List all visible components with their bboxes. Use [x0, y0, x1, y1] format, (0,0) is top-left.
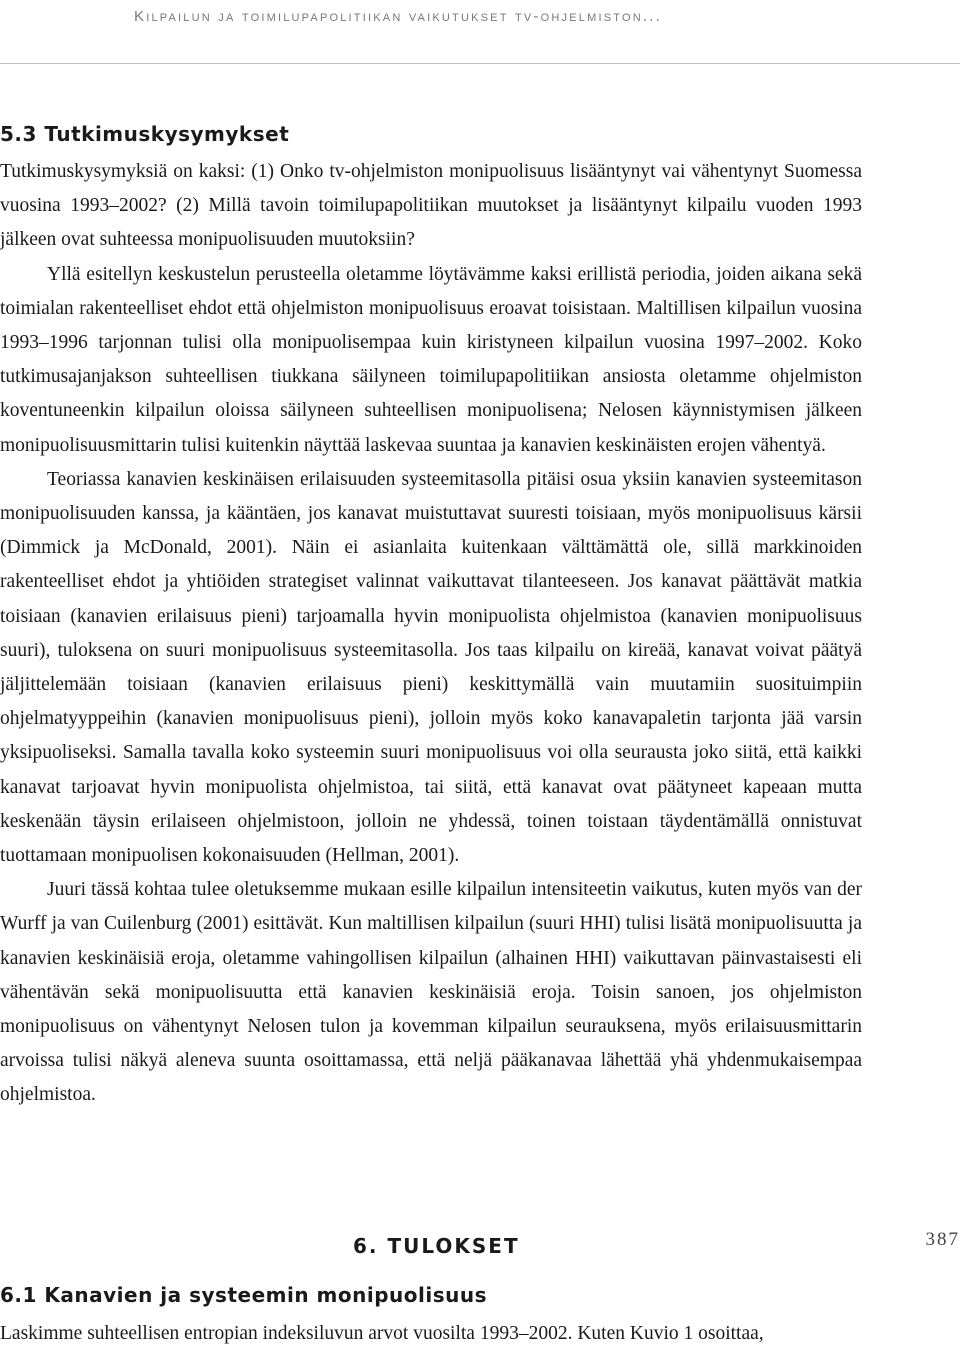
- body-text: [0, 155, 862, 1113]
- paragraph: Yllä esitellyn keskustelun perusteella oletamme löytävämme kaksi erillistä periodia, joiden aikana sekä toimialan rakenteelliset ehdot että ohjelmiston monipuolisuus eroavat toisistaan. Maltillisen kilpailun vuosina 1993–1996 tarjonnan tulisi olla monipuolisempaa kuin kiristyneen kilpailun vuosina 1997–2002. Koko tutkimusajanjakson suhteellisen tiukkana säilyneen toimilupapolitiikan ansiosta oletamme ohjelmiston koventuneenkin kilpailun oloissa säilyneen suhteellisen monipuolisena; Nelosen käynnistymisen jälkeen monipuolisuusmittarin tulisi kuitenkin näyttää laskevaa suuntaa ja kanavien keskinäisten erojen vähentyä.: [0, 258, 862, 463]
- paragraph: Juuri tässä kohtaa tulee oletuksemme mukaan esille kilpailun intensiteetin vaikutus, kuten myös van der Wurff ja van Cuilenburg (2001) esittävät. Kun maltillisen kilpailun (suuri HHI) tulisi lisätä monipuolisuutta ja kanavien keskinäisiä eroja, oletamme vahingollisen kilpailun (alhainen HHI) vaikuttavan päinvastaisesti eli vähentävän sekä monipuolisuutta että kanavien keskinäisiä eroja. Toisin sanoen, jos ohjelmiston monipuolisuus on vähentynyt Nelosen tulon ja kovemman kilpailun seurauksena, myös erilaisuusmittarin arvoissa tulisi näkyä aleneva suunta osoittamassa, että neljä pääkanavaa lähettää yhä yhdenmukaisempaa ohjelmistoa.: [0, 873, 862, 1112]
- section-heading: 5.3 Tutkimuskysymykset: [0, 122, 289, 146]
- header-rule: [0, 63, 960, 64]
- paragraph: Tutkimuskysymyksiä on kaksi: (1) Onko tv-ohjelmiston monipuolisuus lisääntynyt vai vähentynyt Suomessa vuosina 1993–2002? (2) Millä tavoin toimilupapolitiikan muutokset ja lisääntynyt kilpailu vuoden 1993 jälkeen ovat suhteessa monipuolisuuden muutoksiin?: [0, 155, 862, 258]
- paragraph: Teoriassa kanavien keskinäisen erilaisuuden systeemitasolla pitäisi osua yksiin kanavien systeemitason monipuolisuuden kanssa, ja kääntäen, jos kanavat muistuttavat suuresti toisiaan, myös monipuolisuus kärsii (Dimmick ja McDonald, 2001). Näin ei asianlaita kuitenkaan välttämättä ole, sillä markkinoiden rakenteelliset ehdot ja yhtiöiden strategiset valinnat vaikuttavat tilanteeseen. Jos kanavat päättävät matkia toisiaan (kanavien erilaisuus pieni) tarjoamalla hyvin monipuolista ohjelmistoa (kanavien monipuolisuus suuri), tuloksena on suuri monipuolisuus systeemitasolla. Jos taas kilpailu on kireää, kanavat voivat päätyä jäljittelemään toisiaan (kanavien erilaisuus pieni) keskittymällä vain muutamiin suosituimpiin ohjelmatyyppeihin (kanavien monipuolisuus pieni), jolloin myös koko kanavapaletin tarjonta jää varsin yksipuoliseksi. Samalla tavalla koko systeemin suuri monipuolisuus voi olla seurausta joko siitä, että kaikki kanavat tarjoavat hyvin monipuolista ohjelmistoa, tai siitä, että kanavat ovat päätyneet kapeaan mutta keskenään täysin erilaiseen ohjelmistoon, jolloin ne yhdessä, toinen toistaan täydentämällä onnistuvat tuottamaan monipuolisen kokonaisuuden (Hellman, 2001).: [0, 463, 862, 873]
- subsection-heading: 6.1 Kanavien ja systeemin monipuolisuus: [0, 1283, 487, 1307]
- chapter-heading: 6. TULOKSET: [353, 1234, 520, 1258]
- page-number: 387: [926, 1229, 960, 1251]
- running-head: Kilpailun ja toimilupapolitiikan vaikutukset tv-ohjelmiston...: [134, 8, 662, 25]
- paragraph-first-line: Laskimme suhteellisen entropian indeksiluvun arvot vuosilta 1993–2002. Kuten Kuvio 1 osoittaa,: [0, 1317, 862, 1351]
